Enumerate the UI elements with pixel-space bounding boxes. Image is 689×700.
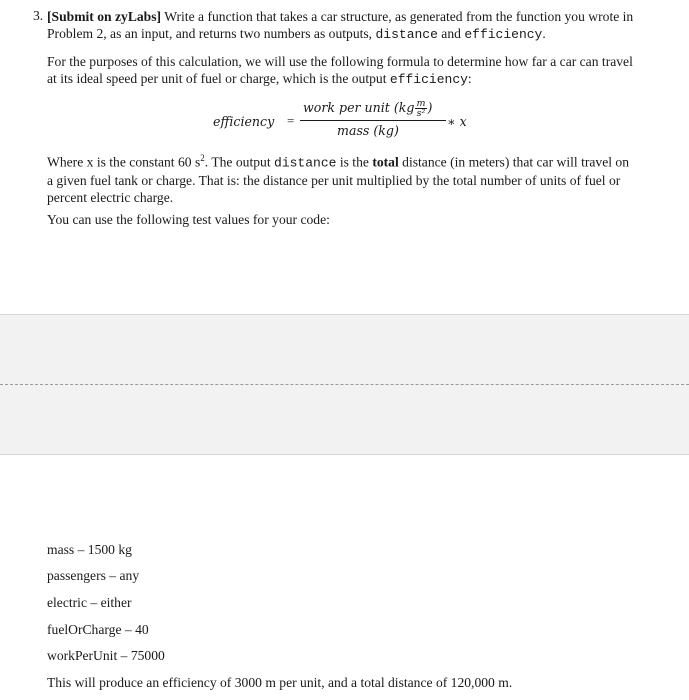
unit-s2: s² bbox=[416, 108, 426, 119]
question-intro-paragraph bbox=[47, 8, 637, 43]
para2-text: For the purposes of this calculation, we will use the following formula to determine how far a car can travel at its ideal speed per unit of fuel or charge, which is the output bbox=[47, 54, 633, 86]
test-values-intro: You can use the following test values for your code: bbox=[47, 212, 330, 227]
distance-explanation-paragraph bbox=[47, 150, 637, 206]
bold-total: total bbox=[372, 154, 399, 170]
question-number: 3. bbox=[33, 8, 44, 23]
formula-numerator bbox=[303, 99, 432, 118]
efficiency-formula bbox=[0, 97, 689, 142]
test-value-passengers: passengers – any bbox=[47, 568, 140, 583]
expected-result: This will produce an efficiency of 3000 m per unit, and a total distance of 120,000 m. bbox=[47, 675, 513, 690]
and-text: and bbox=[437, 26, 465, 41]
test-value-mass: mass – 1500 kg bbox=[47, 542, 132, 557]
formula-intro-paragraph bbox=[47, 53, 637, 88]
code-efficiency: efficiency bbox=[464, 27, 543, 42]
para2-end: : bbox=[467, 71, 472, 86]
fraction-bar bbox=[300, 120, 446, 121]
superscript-2: 2 bbox=[200, 153, 205, 163]
formula-times-x: ∗ x bbox=[447, 114, 467, 129]
numerator-text: work per unit (kg bbox=[303, 100, 415, 115]
unit-fraction bbox=[415, 99, 426, 118]
para3-d: distance (in meters) that car will travel on a given fuel tank or charge. That is: the distance per unit multiplied by the total number of units of fuel or percent electric charge. bbox=[47, 154, 630, 205]
code-distance: distance bbox=[375, 27, 438, 42]
formula-equals: = bbox=[287, 113, 295, 128]
code-distance-output: distance bbox=[274, 155, 337, 171]
formula-lhs: efficiency bbox=[213, 114, 275, 129]
code-efficiency-output: efficiency bbox=[389, 72, 468, 87]
unit-m: m bbox=[416, 98, 426, 109]
test-value-electric: electric – either bbox=[47, 595, 132, 610]
para3-b: . The output bbox=[204, 154, 275, 170]
formula-denominator: mass (kg) bbox=[337, 123, 399, 138]
para3-c: is the bbox=[336, 154, 373, 170]
test-value-work-per-unit: workPerUnit – 75000 bbox=[47, 648, 165, 663]
page-break-dashed-line bbox=[0, 384, 689, 385]
test-value-fuel-or-charge: fuelOrCharge – 40 bbox=[47, 622, 149, 637]
submit-tag: [Submit on zyLabs] bbox=[47, 9, 162, 24]
para3-a: Where x is the constant 60 s bbox=[47, 154, 201, 170]
intro-text: Write a function that takes a car structure, as generated from the function you wrote in Problem 2, as an input, and returns two numbers as outputs, bbox=[47, 9, 634, 41]
page-break-band bbox=[0, 314, 689, 455]
numerator-close: ) bbox=[427, 100, 433, 115]
intro-end: . bbox=[542, 26, 546, 41]
